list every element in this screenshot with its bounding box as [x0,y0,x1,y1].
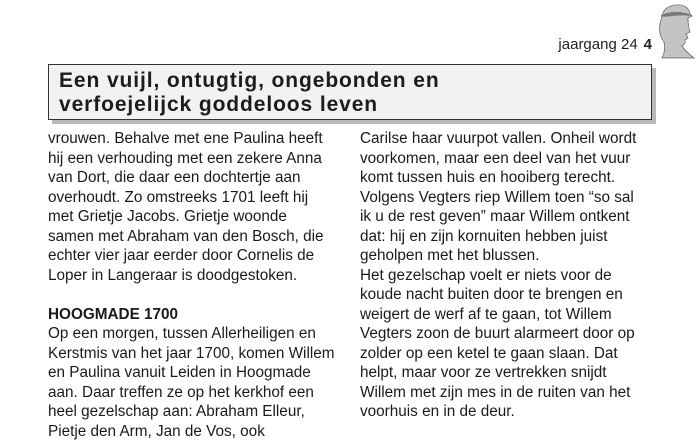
text-line: weigert de werf af te gaan, tot Willem [360,305,660,325]
text-line: geholpen met het blussen. [360,246,660,266]
text-line: samen met Abraham van den Bosch, die [48,227,348,247]
text-line: en Paulina vanuit Leiden in Hoogmade [48,363,348,383]
text-line: Loper in Langeraar is doodgestoken. [48,266,348,286]
paragraph-gap [48,285,348,305]
text-line: Het gezelschap voelt er niets voor de [360,266,660,286]
text-line: Willem met zijn mes in de ruiten van het [360,383,660,403]
section-heading: HOOGMADE 1700 [48,305,348,325]
text-line: heel gezelschap aan: Abraham Elleur, [48,402,348,422]
volume-label: jaargang 24 [558,36,637,53]
text-line: zolder op een ketel te gaan slaan. Dat [360,344,660,364]
text-line: Carilse haar vuurpot vallen. Onheil wordt [360,129,660,149]
text-line: echter vier jaar eerder door Cornelis de [48,246,348,266]
text-line: Pietje den Arm, Jan de Vos, ook [48,422,348,441]
text-line: Op een morgen, tussen Allerheiligen en [48,324,348,344]
text-line: voorkomen, maar een deel van het vuur [360,149,660,169]
page-number: 4 [644,36,652,53]
article-title-box [48,64,652,120]
text-line: overhoudt. Zo omstreeks 1701 leeft hij [48,188,348,208]
text-line: helpt, maar voor ze vertrekken snijdt [360,363,660,383]
text-line: hij een verhouding met een zekere Anna [48,149,348,169]
text-line: van Dort, die daar een dochtertje aan [48,168,348,188]
text-line: aan. Daar treffen ze op het kerkhof een [48,383,348,403]
article-title-line-2: verfoejelijck goddeloos leven [59,93,651,117]
text-line: Kerstmis van het jaar 1700, komen Willem [48,344,348,364]
left-column [48,129,348,441]
text-line: komt tussen huis en hooiberg terecht. [360,168,660,188]
right-column [360,129,660,422]
text-line: koude nacht buiten door te brengen en [360,285,660,305]
text-line: dat: hij en zijn kornuiten hebben juist [360,227,660,247]
article-title-line-1: Een vuijl, ontugtig, ongebonden en [59,69,651,93]
text-line: Vegters zoon de buurt alarmeert door op [360,324,660,344]
text-line: ik u de rest geven” maar Willem ontkent [360,207,660,227]
page-header [558,36,652,53]
text-line: Volgens Vegters riep Willem toen “so sal [360,188,660,208]
text-line: voorhuis en in de deur. [360,402,660,422]
silhouette-profile-icon [652,2,696,60]
text-line: vrouwen. Behalve met ene Paulina heeft [48,129,348,149]
text-line: met Grietje Jacobs. Grietje woonde [48,207,348,227]
